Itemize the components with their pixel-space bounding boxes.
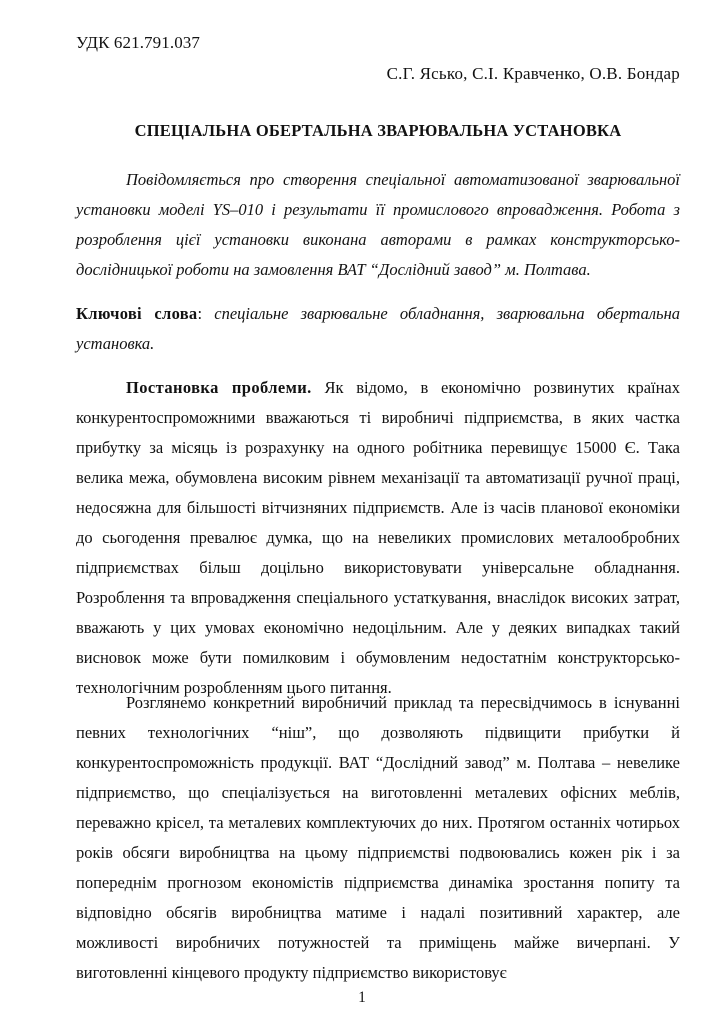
keywords-paragraph — [76, 299, 680, 359]
section-paragraph-problem — [76, 373, 680, 704]
abstract-paragraph: Повідомляється про створення спеціальної автоматизованої зварювальної установки моделі YS–010 і результати її промислового впровадження. Робота з розроблення цієї установки виконана авторами в рамках конструкторсько-дослідницької роботи на замовлення ВАТ “Дослідний завод” м. Полтава. — [76, 169, 680, 279]
section-paragraph-example — [76, 688, 680, 989]
section-body: Як відомо, в економічно розвинутих країнах конкурентоспроможними вважаються ті виробничі підприємства, в яких частка прибутку за місяць із розрахунку на одного робітника перевищує 15000 Є. Така велика межа, обумовлена високим рівнем механізації та автоматизації ручної праці, недосяжна для більшості вітчизняних підприємств. Але із часів планової економіки до сьогодення превалює думка, що на невеликих промислових металообробних підприємствах більш доцільно використовувати універсальне обладнання. Розроблення та впровадження спеціального устаткування, внаслідок високих затрат, вважають у цих умовах економічно недоцільним. Але у деяких випадках такий висновок може бути помилковим і обумовленим недостатнім конструкторсько-технологічним розробленням цього питання. — [76, 377, 681, 698]
page-number: 1 — [358, 989, 366, 1006]
keywords-value: спеціальне зварювальне обладнання, зварювальна обертальна установка. — [76, 303, 681, 353]
keywords-label: Ключові слова — [76, 303, 198, 323]
section-body: Розглянемо конкретний виробничий приклад та пересвідчимось в існуванні певних технологічних “ніш”, що дозволяють підвищити прибутки й конкурентоспроможність продукції. ВАТ “Дослідний завод” м. Полтава – невелике підприємство, що спеціалізується на виготовленні металевих офісних меблів, переважно крісел, та металевих комплектуючих до них. Протягом останніх чотирьох років обсяги виробництва на цьому підприємстві подвоювались кожен рік і за попереднім прогнозом економістів підприємства динаміка зростання попиту та відповідно обсягів виробництва матиме і надалі позитивний характер, але можливості виробничих потужностей та приміщень майже вичерпані. У виготовленні кінцевого продукту підприємство використовує — [76, 692, 680, 983]
keywords-separator: : — [197, 303, 203, 323]
page-title: СПЕЦІАЛЬНА ОБЕРТАЛЬНА ЗВАРЮВАЛЬНА УСТАНОВКА — [134, 121, 622, 141]
section-lead-in: Постановка проблеми. — [126, 377, 312, 397]
author-line: С.Г. Ясько, С.І. Кравченко, О.В. Бондар — [386, 64, 680, 83]
udk-code: УДК 621.791.037 — [76, 33, 201, 52]
